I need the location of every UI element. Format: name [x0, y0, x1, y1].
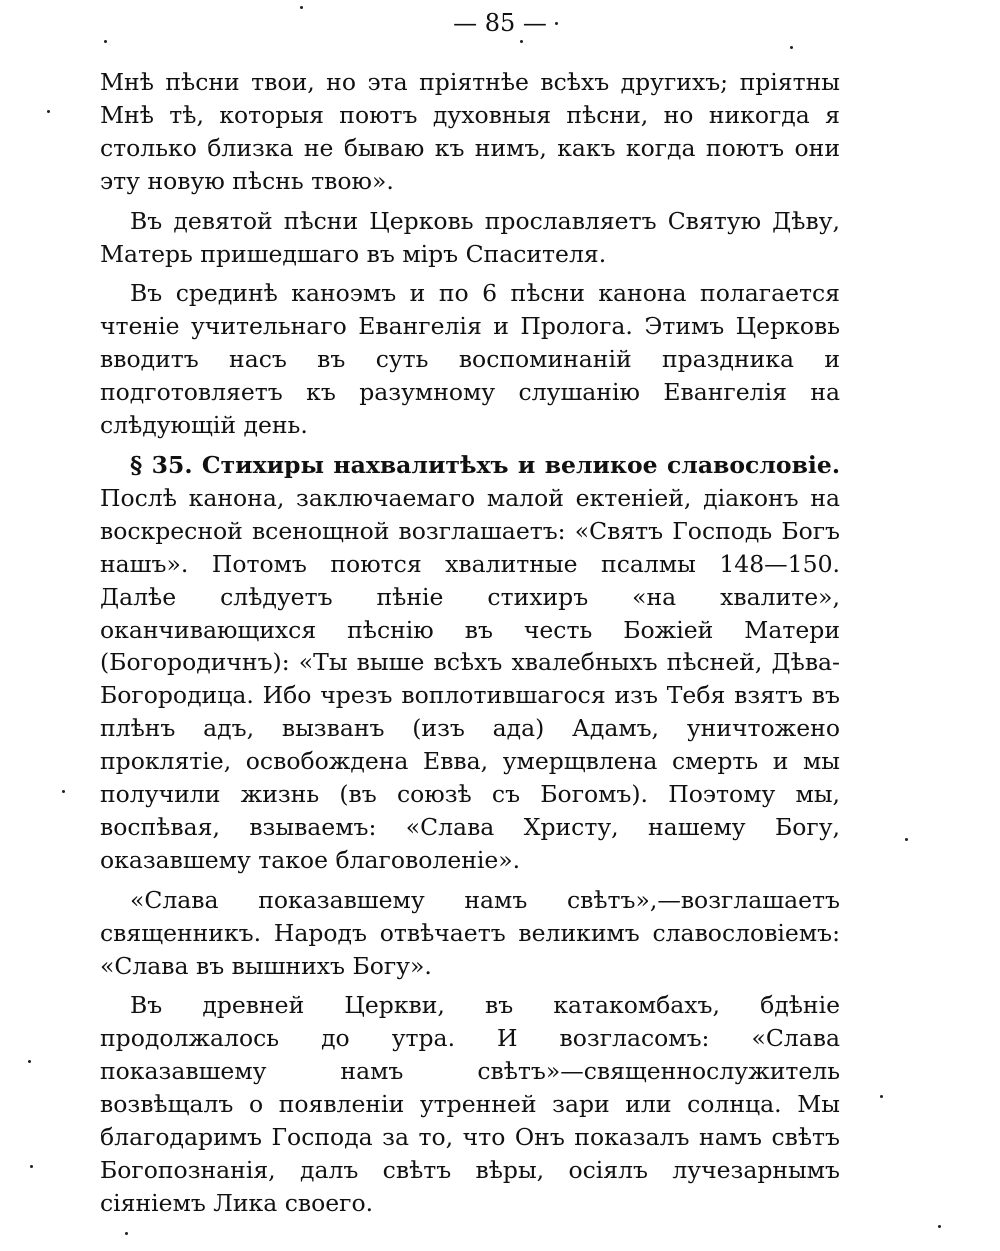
- paragraph-ancient-church: Въ древней Церкви, въ катакомбахъ, бдѣніе продолжалось до утра. И возгласомъ: «Слава показавшему намъ свѣтъ»—священнослужитель возвѣщалъ о появленіи утренней зари или солнца. Мы благодаримъ Господа за то, что Онъ показалъ намъ свѣтъ Богопознанія, далъ свѣтъ вѣры, осіялъ лучезарнымъ сіяніемъ Лика своего.: [100, 991, 840, 1217]
- scan-speck: [905, 838, 908, 841]
- scan-speck: [938, 1225, 941, 1228]
- scan-speck: [125, 1232, 128, 1235]
- scan-speck: [880, 1095, 883, 1098]
- paragraph-glory-to-thee: «Слава показавшему намъ свѣтъ»,—возглашаетъ священникъ. Народъ отвѣчаетъ великимъ славословіемъ: «Слава въ вышнихъ Богу».: [100, 885, 840, 980]
- section-heading: § 35. Стихиры нахвалитѣхъ и великое славословіе.: [130, 450, 840, 479]
- scan-speck: [47, 110, 50, 113]
- page-number: — 85 —: [453, 9, 547, 37]
- scan-speck: [300, 6, 303, 9]
- scan-speck: [555, 22, 558, 25]
- scan-speck: [104, 40, 107, 43]
- section-text: Послѣ канона, заключаемаго малой ектеніей, діаконъ на воскресной всенощной возглашаетъ: «Святъ Господь Богъ нашъ». Потомъ поются хвалитные псалмы 148—150. Далѣе слѣдуетъ пѣніе стихиръ «на хвалите», оканчивающихся пѣснію въ честь Божіей Матери (Богородичнъ): «Ты выше всѣхъ хвалебныхъ пѣсней, Дѣва-Богородица. Ибо чрезъ воплотившагося изъ Тебя взятъ въ плѣнъ адъ, вызванъ (изъ ада) Адамъ, уничтожено проклятіе, освобождена Евва, умерщвлена смерть и мы получили жизнь (въ союзѣ съ Богомъ). Поэтому мы, воспѣвая, взываемъ: «Слава Христу, нашему Богу, оказавшему такое благоволеніе».: [100, 483, 840, 874]
- paragraph-ninth-song: Въ девятой пѣсни Церковь прославляетъ Святую Дѣву, Матерь пришедшаго въ міръ Спасителя.: [100, 206, 840, 268]
- paragraph-continued: Мнѣ пѣсни твои, но эта пріятнѣе всѣхъ другихъ; пріятны Мнѣ тѣ, которыя поютъ духовныя пѣсни, но никогда я столько близка не бываю къ нимъ, какъ когда поютъ они эту новую пѣснь твою».: [100, 68, 840, 195]
- scan-speck: [62, 790, 65, 793]
- paragraph-gospel-reading: Въ срединѣ каноэмъ и по 6 пѣсни канона полагается чтеніе учительнаго Евангелія и Пролога. Этимъ Церковь вводитъ насъ въ суть воспоминаній праздника и подготовляетъ къ разумному слушанію Евангелія на слѣдующій день.: [100, 279, 840, 440]
- scan-speck: [28, 1060, 31, 1063]
- scan-speck: [520, 40, 523, 43]
- section-35: [100, 449, 840, 877]
- page-body: [100, 66, 840, 1227]
- scan-speck: [30, 1165, 33, 1168]
- scan-speck: [790, 46, 793, 49]
